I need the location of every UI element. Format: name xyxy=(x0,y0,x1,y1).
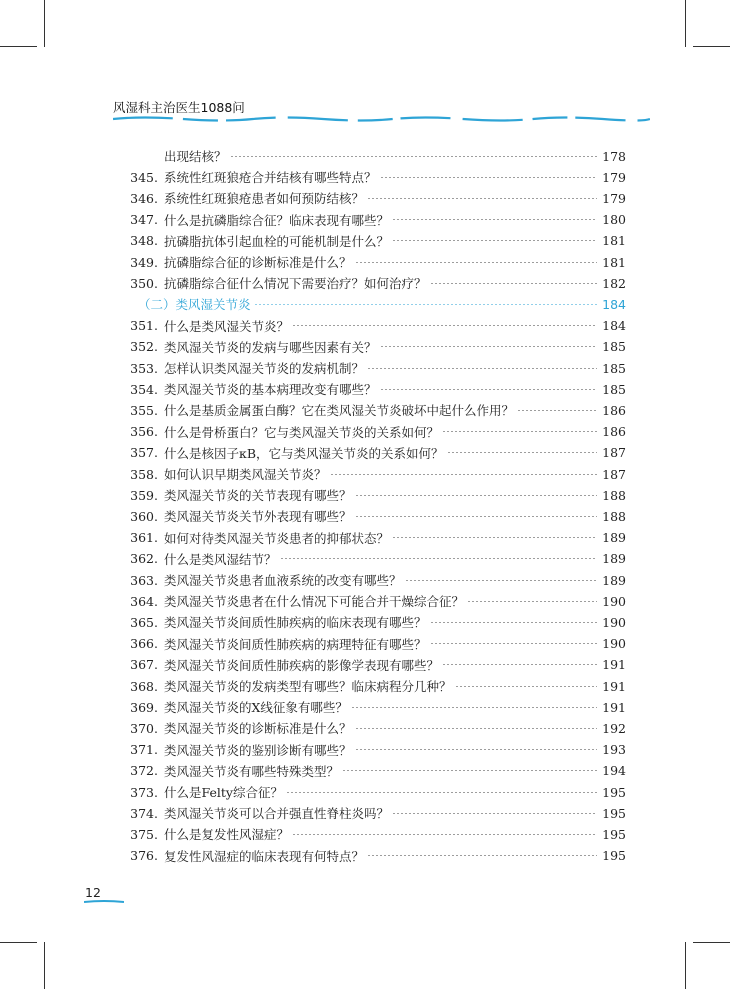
dot-leader xyxy=(355,728,597,729)
toc-entry-page: 188 xyxy=(602,487,626,503)
toc-entry-title: 类风湿关节炎间质性肺疾病的病理特征有哪些？ xyxy=(164,636,427,652)
dot-leader xyxy=(355,495,597,496)
toc-entry[interactable] xyxy=(128,570,626,590)
toc-entry[interactable] xyxy=(128,591,626,611)
toc-entry-page: 179 xyxy=(602,190,626,206)
dot-leader xyxy=(380,346,597,347)
toc-entry-number: 356. xyxy=(130,424,158,440)
dot-leader xyxy=(292,325,597,326)
dot-leader xyxy=(380,389,597,390)
toc-section-heading[interactable] xyxy=(128,294,626,314)
dot-leader xyxy=(330,474,597,475)
toc-entry-title: （二）类风湿关节炎 xyxy=(138,297,251,313)
toc-entry-title: 抗磷脂抗体引起血栓的可能机制是什么？ xyxy=(164,233,390,249)
toc-entry-page: 186 xyxy=(602,424,626,440)
toc-entry[interactable] xyxy=(128,549,626,569)
toc-entry[interactable] xyxy=(128,273,626,293)
toc-entry[interactable] xyxy=(128,528,626,548)
toc-entry-number: 371. xyxy=(130,742,158,758)
toc-entry-title: 什么是骨桥蛋白？它与类风湿关节炎的关系如何？ xyxy=(164,424,440,440)
crop-mark-bottom-left-h xyxy=(0,942,37,943)
toc-entry-page: 181 xyxy=(602,233,626,249)
toc-entry[interactable] xyxy=(128,634,626,654)
toc-entry-title: 类风湿关节炎的鉴别诊断有哪些？ xyxy=(164,742,352,758)
toc-entry[interactable] xyxy=(128,443,626,463)
toc-entry-number: 370. xyxy=(130,720,158,736)
toc-entry-number: 369. xyxy=(130,699,158,715)
dot-leader xyxy=(442,664,597,665)
toc-entry-number: 368. xyxy=(130,678,158,694)
toc-entry[interactable] xyxy=(128,761,626,781)
toc-entry[interactable] xyxy=(128,210,626,230)
toc-entry-title: 什么是类风湿关节炎？ xyxy=(164,318,290,334)
toc-entry-title: 类风湿关节炎的X线征象有哪些？ xyxy=(164,700,348,716)
toc-entry-number: 373. xyxy=(130,784,158,800)
toc-entry-title: 类风湿关节炎关节外表现有哪些？ xyxy=(164,509,352,525)
toc-entry-number: 363. xyxy=(130,572,158,588)
toc-entry-title: 类风湿关节炎的发病类型有哪些？临床病程分几种？ xyxy=(164,679,452,694)
dot-leader xyxy=(392,240,597,241)
crop-mark-bottom-left-v xyxy=(44,942,45,989)
dot-leader xyxy=(286,792,597,793)
toc-entry[interactable] xyxy=(128,846,626,866)
toc-entry-page: 185 xyxy=(602,339,626,355)
header-wave-rule xyxy=(113,115,650,123)
toc-entry[interactable] xyxy=(128,188,626,208)
toc-entry-page: 187 xyxy=(602,445,626,461)
crop-mark-top-right-h xyxy=(693,46,730,47)
toc-entry-title: 类风湿关节炎有哪些特殊类型？ xyxy=(164,763,340,779)
toc-entry-title: 什么是复发性风湿症？ xyxy=(164,827,290,843)
toc-entry-number: 376. xyxy=(130,848,158,864)
toc-entry[interactable] xyxy=(128,337,626,357)
toc-entry-title: 如何认识早期类风湿关节炎？ xyxy=(164,467,327,482)
toc-entry-title: 类风湿关节炎的发病与哪些因素有关？ xyxy=(164,339,377,355)
toc-entry-page: 189 xyxy=(602,530,626,546)
toc-entry-page: 186 xyxy=(602,402,626,418)
crop-mark-bottom-right-v xyxy=(685,942,686,989)
toc-entry[interactable] xyxy=(128,824,626,844)
toc-entry-number: 366. xyxy=(130,636,158,652)
dot-leader xyxy=(292,834,597,835)
toc-entry[interactable] xyxy=(128,612,626,632)
toc-entry-number: 350. xyxy=(130,275,158,291)
toc-entry[interactable] xyxy=(128,803,626,823)
toc-entry-page: 179 xyxy=(602,169,626,185)
toc-entry-title: 类风湿关节炎间质性肺疾病的临床表现有哪些？ xyxy=(164,615,427,631)
toc-entry-title: 抗磷脂综合征什么情况下需要治疗？如何治疗？ xyxy=(164,276,427,292)
toc-entry[interactable] xyxy=(128,718,626,738)
toc-entry-title: 系统性红斑狼疮合并结核有哪些特点？ xyxy=(164,170,377,186)
toc-entry-page: 192 xyxy=(602,720,626,736)
dot-leader xyxy=(455,686,597,687)
toc-entry-page: 190 xyxy=(602,614,626,630)
footer-accent-rule xyxy=(84,900,124,904)
dot-leader xyxy=(280,558,597,559)
dot-leader xyxy=(405,580,597,581)
toc-entry-number: 354. xyxy=(130,381,158,397)
toc-entry-page: 193 xyxy=(602,742,626,758)
toc-entry-number: 353. xyxy=(130,360,158,376)
dot-leader xyxy=(355,749,597,750)
crop-mark-top-left-h xyxy=(0,46,37,47)
toc-entry-page: 195 xyxy=(602,784,626,800)
dot-leader xyxy=(380,177,597,178)
dot-leader xyxy=(355,262,597,263)
toc-entry-title: 类风湿关节炎的诊断标准是什么？ xyxy=(164,721,352,737)
toc-entry-page: 190 xyxy=(602,636,626,652)
toc-entry-title: 类风湿关节炎的基本病理改变有哪些？ xyxy=(164,382,377,398)
toc-entry-title: 类风湿关节炎的关节表现有哪些？ xyxy=(164,488,352,504)
toc-entry-page: 185 xyxy=(602,360,626,376)
dot-leader xyxy=(392,813,597,814)
toc-entry-number: 348. xyxy=(130,233,158,249)
toc-entry-page: 187 xyxy=(602,466,626,482)
toc-entry[interactable] xyxy=(128,400,626,420)
toc-entry-number: 365. xyxy=(130,614,158,630)
dot-leader xyxy=(442,431,597,432)
running-header-title: 风湿科主治医生1088问 xyxy=(113,100,245,115)
toc-entry[interactable] xyxy=(128,358,626,378)
crop-mark-bottom-right-h xyxy=(693,942,730,943)
toc-entry[interactable] xyxy=(128,146,626,166)
toc-entry-page: 178 xyxy=(602,148,626,164)
toc-entry-number: 351. xyxy=(130,318,158,334)
toc-entry-number: 352. xyxy=(130,339,158,355)
toc-entry-number: 375. xyxy=(130,826,158,842)
crop-mark-top-left-v xyxy=(44,0,45,47)
toc-entry-title: 类风湿关节炎患者在什么情况下可能合并干燥综合征？ xyxy=(164,594,465,610)
toc-entry[interactable] xyxy=(128,485,626,505)
toc-entry-page: 194 xyxy=(602,763,626,779)
toc-entry-number: 349. xyxy=(130,254,158,270)
toc-entry-title: 类风湿关节炎患者血液系统的改变有哪些？ xyxy=(164,573,402,588)
dot-leader xyxy=(467,601,597,602)
toc-entry-title: 什么是类风湿结节？ xyxy=(164,551,277,567)
dot-leader xyxy=(367,855,597,856)
toc-entry-page: 195 xyxy=(602,805,626,821)
toc-entry-title: 类风湿关节炎间质性肺疾病的影像学表现有哪些？ xyxy=(164,657,440,673)
toc-entry-title: 抗磷脂综合征的诊断标准是什么？ xyxy=(164,255,352,270)
dot-leader xyxy=(447,452,598,453)
toc-entry[interactable] xyxy=(128,676,626,696)
crop-mark-top-right-v xyxy=(685,0,686,47)
toc-entry-page: 188 xyxy=(602,508,626,524)
toc-entry[interactable] xyxy=(128,464,626,484)
toc-entry-page: 184 xyxy=(602,318,626,334)
dot-leader xyxy=(355,516,597,517)
page-number: 12 xyxy=(85,885,101,900)
toc-entry[interactable] xyxy=(128,506,626,526)
toc-entry-page: 195 xyxy=(602,848,626,864)
toc-entry-title: 系统性红斑狼疮患者如何预防结核？ xyxy=(164,191,365,207)
toc-entry-title: 什么是Felty综合征？ xyxy=(164,785,283,800)
toc-entry-page: 195 xyxy=(602,826,626,842)
toc-entry-page: 191 xyxy=(602,678,626,694)
toc-entry-page: 184 xyxy=(602,296,626,312)
toc-entry-title: 什么是基质金属蛋白酶？它在类风湿关节炎破坏中起什么作用？ xyxy=(164,403,515,419)
toc-entry-number: 361. xyxy=(130,530,158,546)
toc-entry-number: 372. xyxy=(130,763,158,779)
toc-entry[interactable] xyxy=(128,422,626,442)
toc-entry[interactable] xyxy=(128,379,626,399)
toc-entry-page: 189 xyxy=(602,572,626,588)
toc-entry-page: 181 xyxy=(602,254,626,270)
toc-entry-number: 367. xyxy=(130,657,158,673)
dot-leader xyxy=(230,156,597,157)
toc-entry-page: 191 xyxy=(602,699,626,715)
toc-entry-number: 355. xyxy=(130,402,158,418)
toc-entry-number: 360. xyxy=(130,508,158,524)
toc-entry-title: 如何对待类风湿关节炎患者的抑郁状态？ xyxy=(164,530,390,546)
toc-entry-title: 什么是抗磷脂综合征？临床表现有哪些？ xyxy=(164,212,390,228)
toc-entry-page: 182 xyxy=(602,275,626,291)
toc-entry-number: 346. xyxy=(130,190,158,206)
toc-entry-title: 复发性风湿症的临床表现有何特点？ xyxy=(164,848,365,864)
toc-entry[interactable] xyxy=(128,782,626,802)
toc-entry-number: 374. xyxy=(130,805,158,821)
toc-entry-number: 358. xyxy=(130,466,158,482)
toc-entry-page: 185 xyxy=(602,381,626,397)
toc-entry[interactable] xyxy=(128,697,626,717)
toc-entry-title: 出现结核？ xyxy=(164,149,227,164)
dot-leader xyxy=(351,707,597,708)
toc-entry-title: 类风湿关节炎可以合并强直性脊柱炎吗？ xyxy=(164,806,390,822)
toc-entry-page: 180 xyxy=(602,212,626,228)
dot-leader xyxy=(342,770,597,771)
toc-entry[interactable] xyxy=(128,316,626,336)
toc-entry-number: 364. xyxy=(130,593,158,609)
toc-entry-number: 347. xyxy=(130,212,158,228)
toc-entry-title: 什么是核因子κB，它与类风湿关节炎的关系如何？ xyxy=(164,445,444,461)
toc-entry[interactable] xyxy=(128,655,626,675)
toc-entry[interactable] xyxy=(128,167,626,187)
toc-entry-title: 怎样认识类风湿关节炎的发病机制？ xyxy=(164,361,365,376)
dot-leader xyxy=(517,410,597,411)
toc-entry-page: 189 xyxy=(602,551,626,567)
dot-leader xyxy=(367,368,597,369)
dot-leader xyxy=(430,283,597,284)
dot-leader xyxy=(392,537,597,538)
toc-entry-number: 359. xyxy=(130,487,158,503)
toc-entry-number: 345. xyxy=(130,169,158,185)
toc-entry-number: 357. xyxy=(130,445,158,461)
dot-leader xyxy=(254,304,597,305)
toc-entry[interactable] xyxy=(128,252,626,272)
dot-leader xyxy=(430,622,597,623)
toc-entry-number: 362. xyxy=(130,551,158,567)
toc-entry[interactable] xyxy=(128,740,626,760)
dot-leader xyxy=(367,198,597,199)
dot-leader xyxy=(430,643,597,644)
toc-entry[interactable] xyxy=(128,231,626,251)
toc-entry-page: 190 xyxy=(602,593,626,609)
dot-leader xyxy=(392,219,597,220)
toc-entry-page: 191 xyxy=(602,657,626,673)
